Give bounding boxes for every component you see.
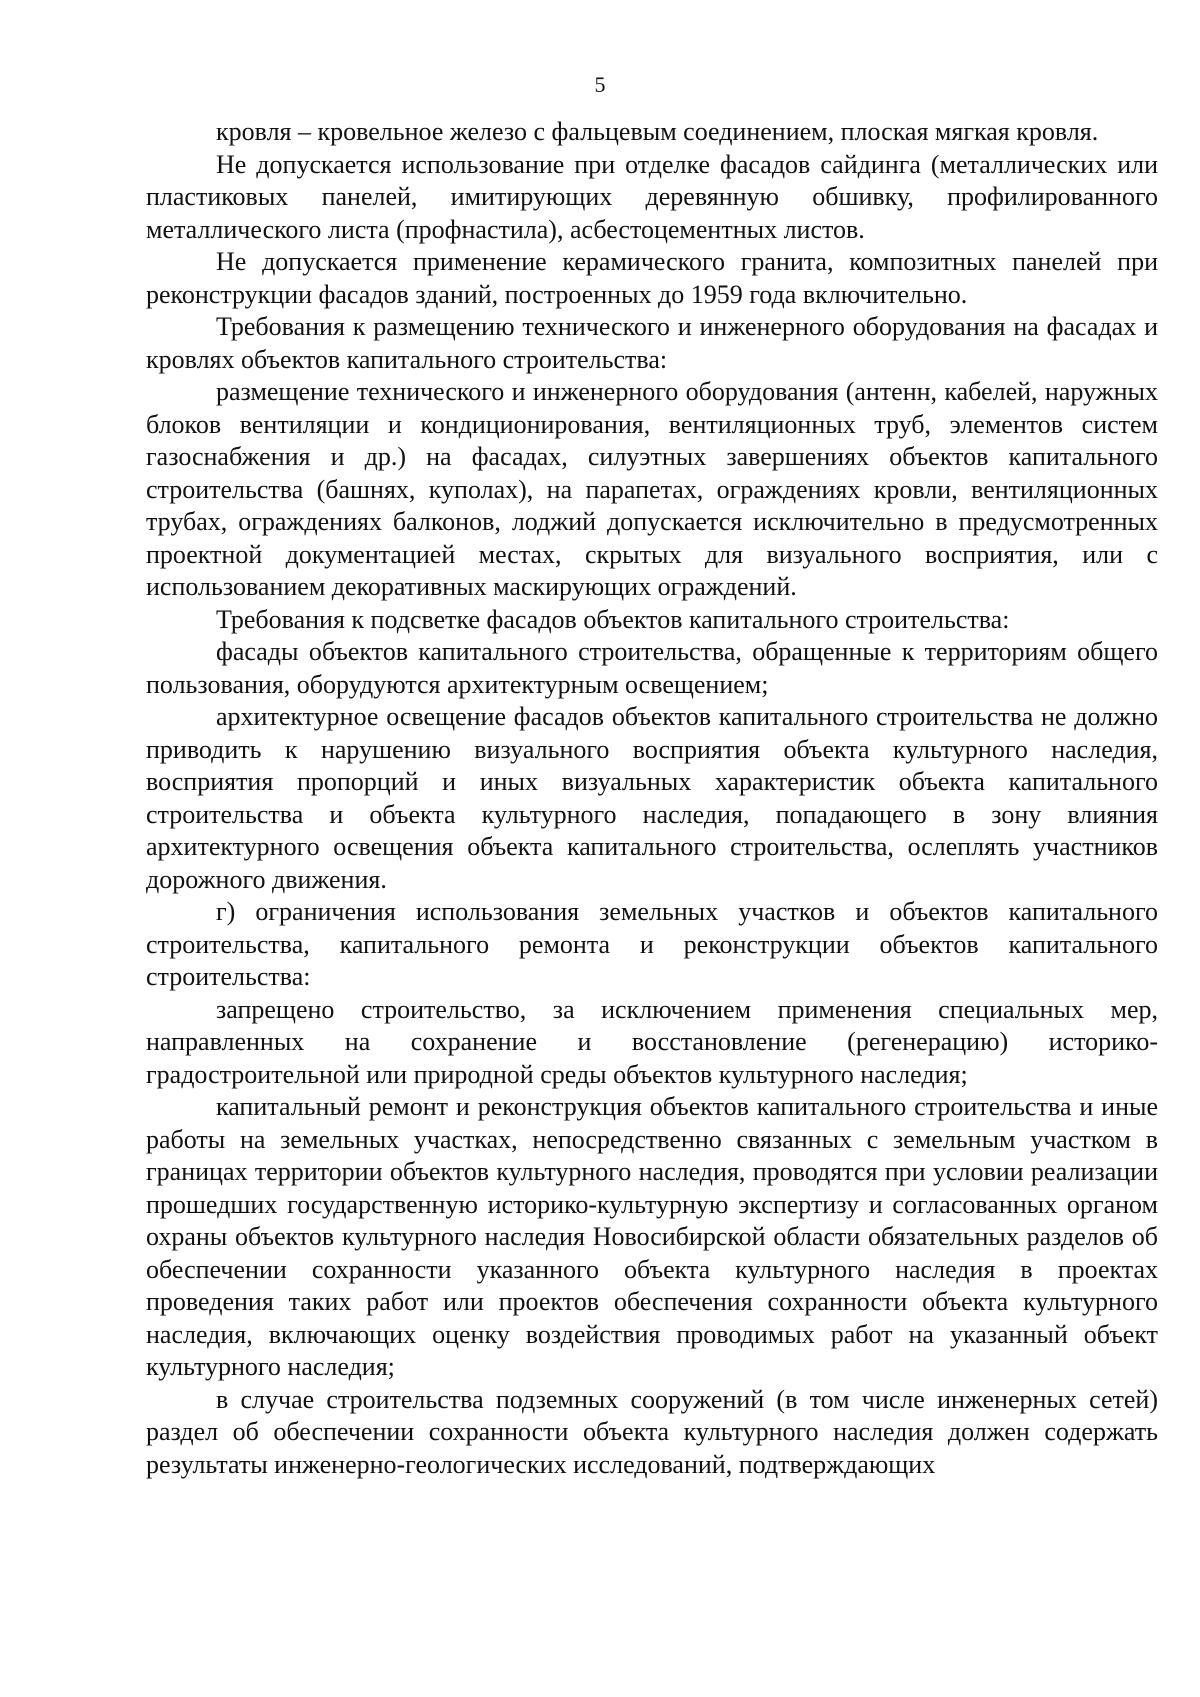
paragraph: Не допускается использование при отделке фасадов сайдинга (металлических или пластиковых панелей, имитирующих деревянную обшивку, профилированного металлического листа (профнастила), асбестоцементных листов. <box>146 149 1158 244</box>
paragraph: г) ограничения использования земельных участков и объектов капитального строительства, капитального ремонта и реконструкции объектов капитального строительства: <box>146 897 1158 991</box>
paragraph: фасады объектов капитального строительства, обращенные к территориям общего пользования, оборудуются архитектурным освещением; <box>146 637 1158 699</box>
page-number: 5 <box>594 72 606 97</box>
paragraph: размещение технического и инженерного оборудования (антенн, кабелей, наружных блоков вентиляции и кондиционирования, вентиляционных труб, элементов систем газоснабжения и др.) на фасадах, силуэтных завершениях объектов капитального строительства (башнях, куполах), на парапетах, ограждениях кровли, вентиляционных трубах, ограждениях балконов, лоджий допускается исключительно в предусмотренных проектной документацией местах, скрытых для визуального восприятия, или с использованием декоративных маскирующих ограждений. <box>146 377 1158 601</box>
paragraph: Не допускается применение керамического гранита, композитных панелей при реконструкции фасадов зданий, построенных до 1959 года включительно. <box>146 247 1158 309</box>
paragraph: капитальный ремонт и реконструкция объектов капитального строительства и иные работы на земельных участках, непосредственно связанных с земельным участком в границах территории объектов культурного наследия, проводятся при условии реализации прошедших государственную историко-культурную экспертизу и согласованных органом охраны объектов культурного наследия Новосибирской области обязательных разделов об обеспечении сохранности указанного объекта культурного наследия в проектах проведения таких работ или проектов обеспечения сохранности объекта культурного наследия, включающих оценку воздействия проводимых работ на указанный объект культурного наследия; <box>146 1092 1158 1381</box>
paragraph: Требования к размещению технического и инженерного оборудования на фасадах и кровлях объектов капитального строительства: <box>146 312 1158 374</box>
paragraph: запрещено строительство, за исключением применения специальных мер, направленных на сохранение и восстановление (регенерацию) историко-градостроительной или природной среды объектов культурного наследия; <box>146 994 1158 1089</box>
document-body <box>146 116 1158 1481</box>
paragraph: кровля – кровельное железо с фальцевым соединением, плоская мягкая кровля. <box>216 117 1099 146</box>
paragraph: архитектурное освещение фасадов объектов капитального строительства не должно приводить к нарушению визуального восприятия объекта культурного наследия, восприятия пропорций и иных визуальных характеристик объекта капитального строительства и объекта культурного наследия, попадающего в зону влияния архитектурного освещения объекта капитального строительства, ослеплять участников дорожного движения. <box>146 702 1158 894</box>
paragraph: в случае строительства подземных сооружений (в том числе инженерных сетей) раздел об обеспечении сохранности объекта культурного наследия должен содержать результаты инженерно-геологических исследований, подтверждающих <box>146 1384 1158 1479</box>
paragraph: Требования к подсветке фасадов объектов капитального строительства: <box>216 604 1010 634</box>
